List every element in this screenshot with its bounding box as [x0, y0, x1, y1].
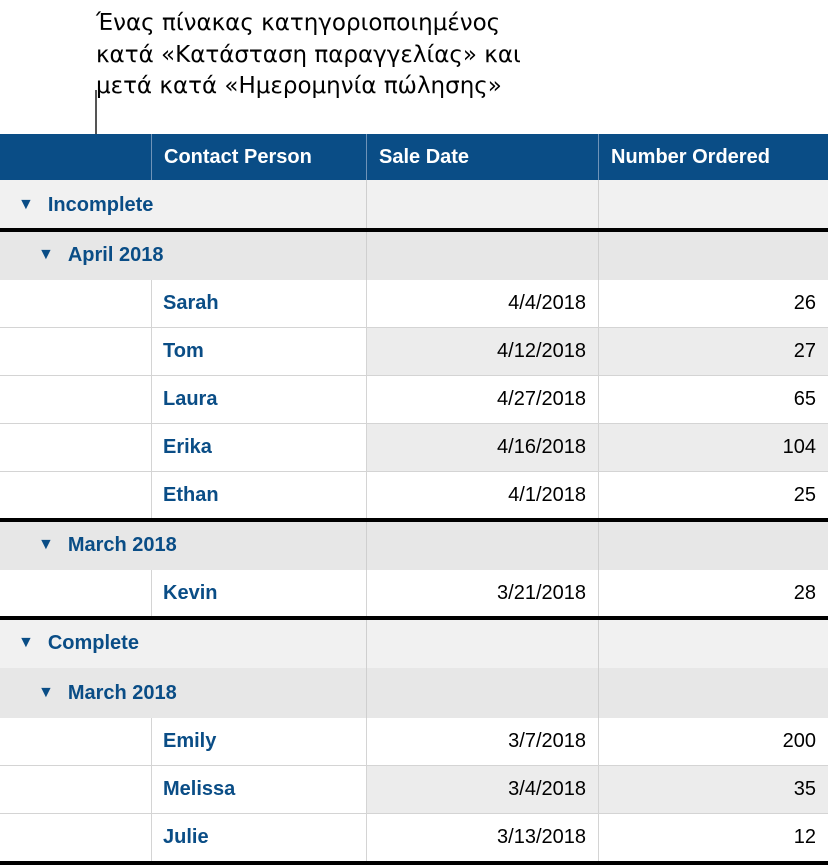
- triangle-down-icon[interactable]: ▼: [38, 536, 54, 553]
- header-row: [0, 134, 828, 180]
- number-cell[interactable]: 200: [782, 730, 816, 752]
- callout-text: [96, 8, 816, 103]
- number-cell[interactable]: 104: [599, 424, 828, 471]
- category-cell[interactable]: [0, 570, 152, 617]
- contact-cell[interactable]: Kevin: [152, 570, 367, 617]
- group-cell: [599, 230, 828, 280]
- group-divider: [0, 518, 828, 522]
- subgroup-label: March 2018: [67, 681, 177, 704]
- group-label: Complete: [47, 631, 139, 654]
- group-row[interactable]: [0, 180, 828, 230]
- category-cell[interactable]: [0, 718, 152, 765]
- group-cell: [599, 520, 828, 570]
- number-cell[interactable]: 25: [793, 484, 816, 506]
- contact-cell[interactable]: Tom: [152, 328, 367, 375]
- category-cell[interactable]: [0, 472, 152, 519]
- category-cell[interactable]: [0, 376, 152, 423]
- date-cell[interactable]: 4/27/2018: [367, 376, 599, 423]
- group-cell: [367, 618, 599, 668]
- header-number-ordered[interactable]: Number Ordered: [611, 145, 770, 168]
- header-contact-person[interactable]: Contact Person: [152, 134, 367, 180]
- date-cell[interactable]: 4/1/2018: [367, 472, 599, 519]
- category-cell[interactable]: [0, 766, 152, 813]
- subgroup-row[interactable]: [0, 520, 828, 570]
- group-cell: [367, 230, 599, 280]
- date-cell[interactable]: 3/7/2018: [367, 718, 599, 765]
- group-divider: [0, 616, 828, 620]
- date-cell[interactable]: 3/13/2018: [367, 814, 599, 861]
- date-cell[interactable]: 3/4/2018: [367, 766, 599, 813]
- date-cell[interactable]: 4/4/2018: [367, 280, 599, 327]
- subgroup-label-cell[interactable]: [0, 230, 367, 280]
- date-cell[interactable]: 4/12/2018: [367, 328, 599, 375]
- table-row[interactable]: [0, 570, 828, 618]
- table-row[interactable]: [0, 280, 828, 328]
- contact-cell[interactable]: Laura: [152, 376, 367, 423]
- triangle-down-icon[interactable]: ▼: [18, 634, 34, 651]
- table-row[interactable]: [0, 328, 828, 376]
- group-row[interactable]: [0, 618, 828, 668]
- category-cell[interactable]: [0, 814, 152, 861]
- subgroup-row[interactable]: [0, 230, 828, 280]
- number-cell[interactable]: 28: [793, 582, 816, 604]
- subgroup-label-cell[interactable]: [0, 668, 367, 718]
- contact-cell[interactable]: Sarah: [152, 280, 367, 327]
- date-cell[interactable]: 3/21/2018: [367, 570, 599, 617]
- table-row[interactable]: [0, 766, 828, 814]
- number-cell[interactable]: 12: [793, 826, 816, 848]
- date-cell[interactable]: 4/16/2018: [367, 424, 599, 471]
- subgroup-label-cell[interactable]: [0, 520, 367, 570]
- callout-line-1: Ένας πίνακας κατηγοριοποιημένος: [96, 10, 501, 36]
- header-empty-cell[interactable]: [0, 134, 152, 180]
- callout-line-2: κατά «Κατάσταση παραγγελίας» και: [96, 41, 521, 68]
- number-cell[interactable]: 27: [599, 328, 828, 375]
- group-cell: [599, 668, 828, 718]
- table-row[interactable]: [0, 424, 828, 472]
- category-cell[interactable]: [0, 280, 152, 327]
- group-divider: [0, 228, 828, 232]
- group-cell: [599, 180, 828, 230]
- subgroup-label: April 2018: [67, 243, 164, 266]
- contact-cell[interactable]: Erika: [152, 424, 367, 471]
- table-row[interactable]: [0, 718, 828, 766]
- contact-cell[interactable]: Melissa: [152, 766, 367, 813]
- table-row[interactable]: [0, 472, 828, 520]
- category-cell[interactable]: [0, 424, 152, 471]
- header-sale-date[interactable]: Sale Date: [367, 134, 599, 180]
- group-label-cell[interactable]: [0, 180, 367, 230]
- number-cell[interactable]: 35: [599, 766, 828, 813]
- contact-cell[interactable]: Julie: [152, 814, 367, 861]
- subgroup-row[interactable]: [0, 668, 828, 718]
- group-cell: [367, 180, 599, 230]
- contact-cell[interactable]: Emily: [152, 718, 367, 765]
- group-label-cell[interactable]: [0, 618, 367, 668]
- contact-cell[interactable]: Ethan: [152, 472, 367, 519]
- categorized-table: [0, 134, 828, 861]
- group-cell: [367, 668, 599, 718]
- group-label: Incomplete: [47, 193, 154, 216]
- table-row[interactable]: [0, 814, 828, 861]
- group-cell: [367, 520, 599, 570]
- table-row[interactable]: [0, 376, 828, 424]
- number-cell[interactable]: 65: [793, 388, 816, 410]
- subgroup-label: March 2018: [67, 533, 177, 556]
- callout-line-3: μετά κατά «Ημερομηνία πώλησης»: [96, 73, 502, 99]
- group-cell: [599, 618, 828, 668]
- triangle-down-icon[interactable]: ▼: [38, 684, 54, 701]
- triangle-down-icon[interactable]: ▼: [18, 196, 34, 213]
- category-cell[interactable]: [0, 328, 152, 375]
- triangle-down-icon[interactable]: ▼: [38, 246, 54, 263]
- number-cell[interactable]: 26: [793, 292, 816, 314]
